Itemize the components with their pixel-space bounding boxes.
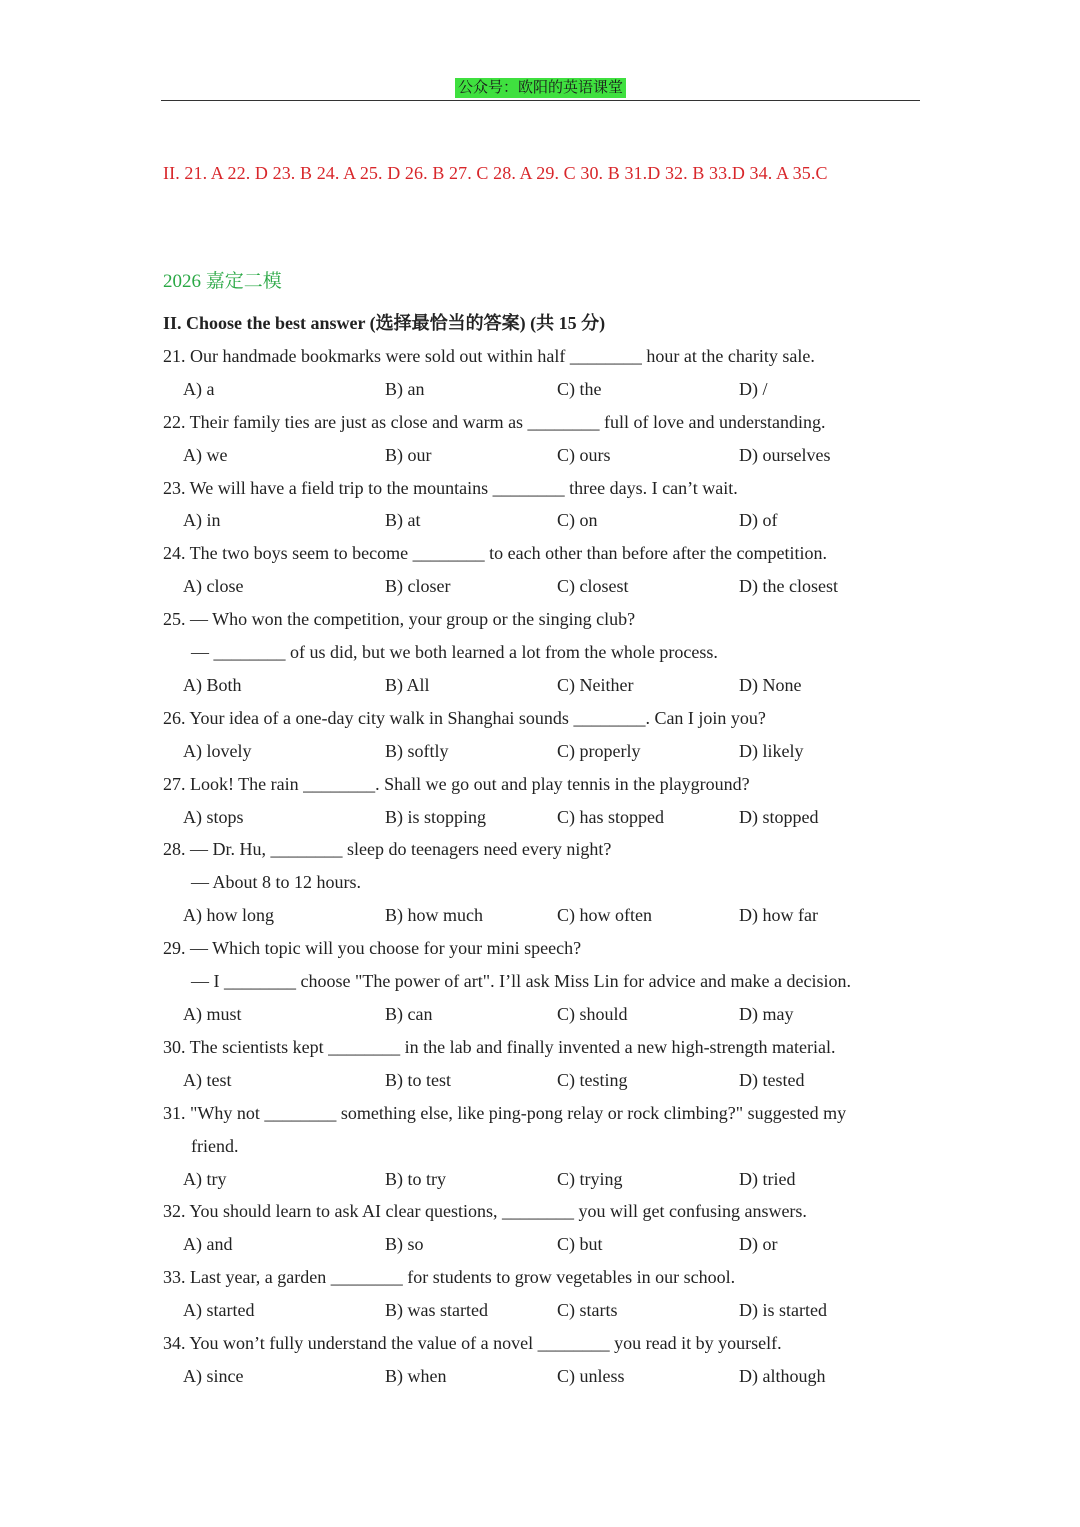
option-c: C) has stopped: [557, 807, 664, 827]
option-b: B) is stopping: [385, 807, 487, 827]
question-stem: 23. We will have a field trip to the mountains ________ three days. I can’t wait.: [163, 478, 738, 498]
options-row: [183, 445, 883, 469]
option-a: A) how long: [183, 905, 274, 925]
option-a: A) try: [183, 1169, 227, 1189]
option-c: C) on: [557, 510, 598, 530]
option-b: B) to test: [385, 1070, 451, 1090]
option-c: C) starts: [557, 1300, 618, 1320]
question-stem: 34. You won’t fully understand the value of a novel ________ you read it by yourself.: [163, 1333, 782, 1353]
option-b: B) when: [385, 1366, 447, 1386]
option-d: D) None: [739, 675, 802, 695]
question-continuation: — ________ of us did, but we both learned a lot from the whole process.: [191, 642, 718, 662]
option-c: C) properly: [557, 741, 641, 761]
option-a: A) and: [183, 1234, 233, 1254]
option-c: C) but: [557, 1234, 603, 1254]
option-d: D) how far: [739, 905, 818, 925]
section-title: 2026 嘉定二模: [163, 271, 282, 292]
question-stem: 30. The scientists kept ________ in the lab and finally invented a new high-strength material.: [163, 1037, 836, 1057]
question-stem: 31. "Why not ________ something else, like ping-pong relay or rock climbing?" suggested my: [163, 1103, 847, 1123]
option-a: A) lovely: [183, 741, 252, 761]
question-stem: 22. Their family ties are just as close and warm as ________ full of love and understanding.: [163, 412, 826, 432]
option-c: C) the: [557, 379, 602, 399]
question-continuation: — I ________ choose "The power of art". I’ll ask Miss Lin for advice and make a decision.: [191, 971, 852, 991]
options-row: [183, 675, 883, 699]
options-row: [183, 807, 883, 831]
option-a: A) started: [183, 1300, 255, 1320]
option-a: A) stops: [183, 807, 244, 827]
question-stem: 27. Look! The rain ________. Shall we go out and play tennis in the playground?: [163, 774, 750, 794]
option-a: A) we: [183, 445, 228, 465]
option-d: D) of: [739, 510, 778, 530]
option-c: C) should: [557, 1004, 628, 1024]
option-c: C) trying: [557, 1169, 623, 1189]
options-row: [183, 1070, 883, 1094]
part-title: II. Choose the best answer (选择最恰当的答案) (共 15 分): [163, 313, 606, 333]
options-row: [183, 1366, 883, 1390]
question-stem: 21. Our handmade bookmarks were sold out within half ________ hour at the charity sale.: [163, 346, 815, 366]
question-stem: 29. — Which topic will you choose for your mini speech?: [163, 938, 582, 958]
option-b: B) an: [385, 379, 425, 399]
options-row: [183, 1234, 883, 1258]
options-row: [183, 905, 883, 929]
option-b: B) our: [385, 445, 432, 465]
option-c: C) Neither: [557, 675, 634, 695]
option-d: D) likely: [739, 741, 804, 761]
option-b: B) softly: [385, 741, 449, 761]
option-d: D) ourselves: [739, 445, 831, 465]
option-d: D) may: [739, 1004, 794, 1024]
question-stem: 28. — Dr. Hu, ________ sleep do teenagers need every night?: [163, 839, 612, 859]
option-a: A) close: [183, 576, 244, 596]
options-row: [183, 1300, 883, 1324]
option-d: D) stopped: [739, 807, 819, 827]
option-d: D) or: [739, 1234, 778, 1254]
option-c: C) closest: [557, 576, 629, 596]
question-continuation: friend.: [191, 1136, 239, 1156]
option-b: B) so: [385, 1234, 424, 1254]
option-d: D) although: [739, 1366, 826, 1386]
header-label: 公众号：欧阳的英语课堂: [455, 78, 626, 98]
options-row: [183, 741, 883, 765]
option-d: D) the closest: [739, 576, 838, 596]
option-c: C) how often: [557, 905, 652, 925]
option-b: B) to try: [385, 1169, 446, 1189]
option-b: B) closer: [385, 576, 451, 596]
option-d: D) is started: [739, 1300, 827, 1320]
option-b: B) at: [385, 510, 421, 530]
question-stem: 33. Last year, a garden ________ for students to grow vegetables in our school.: [163, 1267, 736, 1287]
option-a: A) a: [183, 379, 215, 399]
option-d: D) tested: [739, 1070, 805, 1090]
option-c: C) unless: [557, 1366, 625, 1386]
option-a: A) since: [183, 1366, 244, 1386]
page-header: [161, 78, 920, 101]
question-continuation: — About 8 to 12 hours.: [191, 872, 362, 892]
option-b: B) was started: [385, 1300, 488, 1320]
question-stem: 25. — Who won the competition, your group or the singing club?: [163, 609, 636, 629]
option-a: A) test: [183, 1070, 232, 1090]
option-b: B) how much: [385, 905, 483, 925]
option-a: A) must: [183, 1004, 242, 1024]
option-c: C) testing: [557, 1070, 628, 1090]
option-b: B) can: [385, 1004, 433, 1024]
question-stem: 26. Your idea of a one-day city walk in Shanghai sounds ________. Can I join you?: [163, 708, 766, 728]
answer-key: II. 21. A 22. D 23. B 24. A 25. D 26. B 27. C 28. A 29. C 30. B 31.D 32. B 33.D 34. A 35.C: [163, 163, 828, 183]
options-row: [183, 1169, 883, 1193]
options-row: [183, 510, 883, 534]
option-a: A) Both: [183, 675, 242, 695]
options-row: [183, 576, 883, 600]
option-d: D) /: [739, 379, 768, 399]
option-a: A) in: [183, 510, 221, 530]
option-d: D) tried: [739, 1169, 796, 1189]
question-stem: 24. The two boys seem to become ________ to each other than before after the competition.: [163, 543, 827, 563]
options-row: [183, 379, 883, 403]
option-b: B) All: [385, 675, 430, 695]
option-c: C) ours: [557, 445, 611, 465]
options-row: [183, 1004, 883, 1028]
question-stem: 32. You should learn to ask AI clear questions, ________ you will get confusing answers.: [163, 1201, 807, 1221]
